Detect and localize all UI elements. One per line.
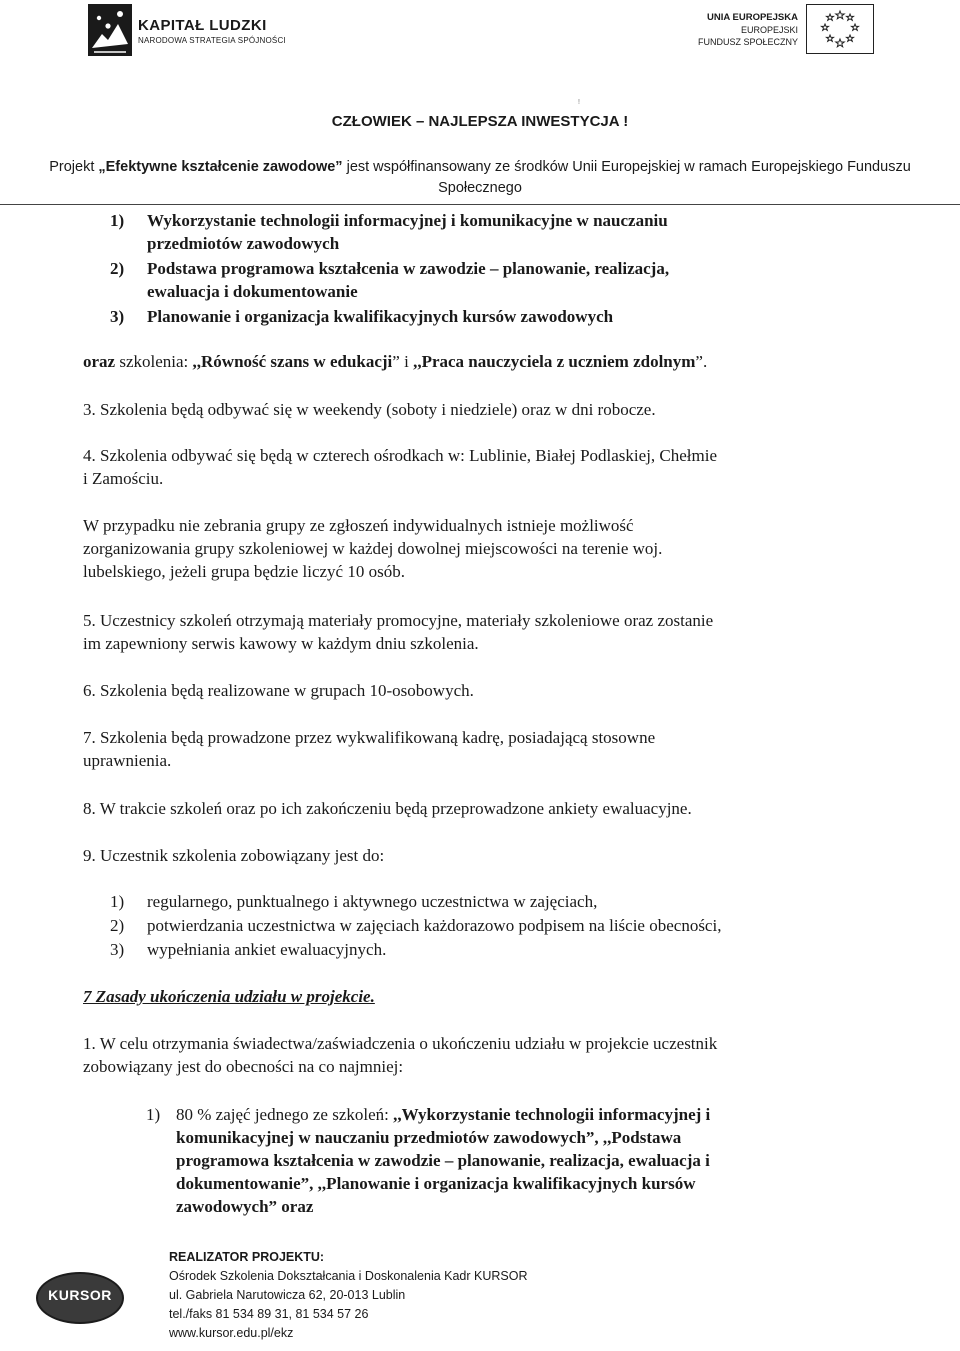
list-text: ewaluacja i dokumentowanie	[147, 282, 358, 301]
paragraph-line: 4. Szkolenia odbywać się będą w czterech ośrodkach w: Lublinie, Białej Podlaskiej, Chełmie	[83, 446, 718, 465]
list-number: 3)	[110, 940, 125, 959]
paragraph-9: 9. Uczestnik szkolenia zobowiązany jest do:	[83, 846, 385, 865]
list-text: przedmiotów zawodowych	[147, 234, 340, 253]
oraz-word: oraz	[83, 352, 116, 371]
list-text: Podstawa programowa kształcenia w zawodzie – planowanie, realizacja,	[147, 259, 670, 278]
header-divider	[0, 204, 960, 205]
paragraph-6: 6. Szkolenia będą realizowane w grupach 10-osobowych.	[83, 681, 474, 700]
list-number: 1)	[110, 211, 125, 230]
paragraph-line: 1. W celu otrzymania świadectwa/zaświadczenia o ukończeniu udziału w projekcie uczestnik	[83, 1034, 718, 1053]
kapital-ludzki-subtitle: NARODOWA STRATEGIA SPÓJNOŚCI	[138, 36, 286, 45]
project-rest: jest współfinansowany ze środków Unii Europejskiej w ramach Europejskiego Funduszu	[342, 159, 911, 175]
list-text: Planowanie i organizacja kwalifikacyjnych kursów zawodowych	[147, 307, 614, 326]
paragraph-line: i Zamościu.	[83, 469, 164, 488]
training-name-2: ,,Praca nauczyciela z uczniem zdolnym	[413, 352, 696, 371]
final-item-text: 80 % zajęć jednego ze szkoleń:	[176, 1105, 394, 1124]
paragraph-w	[83, 514, 855, 583]
project-name: „Efektywne kształcenie zawodowe”	[98, 159, 343, 175]
kapital-ludzki-emblem-icon	[88, 4, 132, 56]
footer-heading: REALIZATOR PROJEKTU:	[169, 1250, 325, 1264]
eu-flag-icon	[806, 4, 874, 54]
list-text: potwierdzania uczestnictwa w zajęciach każdorazowo podpisem na liście obecności,	[147, 916, 722, 935]
footer-contact	[169, 1248, 528, 1343]
final-item-line5: zawodowych” oraz	[176, 1197, 314, 1216]
list-number: 2)	[110, 259, 125, 278]
list-text: wypełniania ankiet ewaluacyjnych.	[147, 940, 387, 959]
list-text: regularnego, punktualnego i aktywnego uczestnictwa w zajęciach,	[147, 892, 598, 911]
project-prefix: Projekt	[49, 159, 99, 175]
kapital-ludzki-title: KAPITAŁ LUDZKI	[138, 17, 267, 34]
training-name-1: ,,Równość szans w edukacji	[192, 352, 393, 371]
paragraph-line: zorganizowania grupy szkoleniowej w każdej dowolnej miejscowości na terenie woj.	[83, 539, 663, 558]
project-line1	[20, 157, 940, 178]
project-line2: Społecznego	[438, 180, 522, 196]
oraz-line	[83, 350, 707, 373]
eu-label-line3: FUNDUSZ SPOŁECZNY	[697, 37, 798, 47]
oraz-text: ”.	[695, 352, 708, 371]
footer-organization: Ośrodek Szkolenia Dokształcania i Doskonalenia Kadr KURSOR	[169, 1269, 528, 1283]
paragraph-line: uprawnienia.	[83, 751, 172, 770]
paragraph-3: 3. Szkolenia będą odbywać się w weekendy (soboty i niedziele) oraz w dni robocze.	[83, 400, 656, 419]
final-item-line1	[176, 1103, 876, 1126]
list-number: 1)	[146, 1105, 161, 1124]
paragraph-7	[83, 726, 855, 772]
paragraph-line: 5. Uczestnicy szkoleń otrzymają materiały promocyjne, materiały szkoleniowe oraz zostanie	[83, 611, 714, 630]
final-item-bold: ,,Wykorzystanie technologii informacyjnej i	[393, 1105, 711, 1124]
section-paragraph-1	[83, 1032, 873, 1078]
list-number: 3)	[110, 307, 125, 326]
header-dot: !	[578, 99, 580, 106]
kursor-logo-text: KURSOR	[48, 1287, 112, 1303]
paragraph-line: lubelskiego, jeżeli grupa będzie liczyć 10 osób.	[83, 562, 405, 581]
paragraph-5	[83, 609, 873, 655]
project-statement	[20, 157, 940, 199]
slogan: CZŁOWIEK – NAJLEPSZA INWESTYCJA !	[331, 113, 629, 130]
eu-label-line1: UNIA EUROPEJSKA	[707, 12, 798, 23]
oraz-text: szkolenia:	[115, 352, 193, 371]
footer-address: ul. Gabriela Narutowicza 62, 20-013 Lublin	[169, 1288, 406, 1302]
paragraph-line: zobowiązany jest do obecności na co najmniej:	[83, 1057, 404, 1076]
eu-fund-label	[678, 12, 798, 48]
list-number: 1)	[110, 892, 125, 911]
kursor-logo	[36, 1272, 124, 1324]
eu-label-line2: EUROPEJSKI	[740, 25, 798, 35]
final-item-line2: komunikacyjnej w nauczaniu przedmiotów zawodowych”, ,,Podstawa	[176, 1128, 682, 1147]
paragraph-4	[83, 444, 873, 490]
final-item-line3: programowa kształcenia w zawodzie – planowanie, realizacja, ewaluacja i	[176, 1151, 710, 1170]
final-item-line4: dokumentowanie”, ,,Planowanie i organizacja kwalifikacyjnych kursów	[176, 1174, 696, 1193]
paragraph-line: im zapewniony serwis kawowy w każdym dniu szkolenia.	[83, 634, 479, 653]
footer-phone: tel./faks 81 534 89 31, 81 534 57 26	[169, 1307, 369, 1321]
paragraph-8: 8. W trakcie szkoleń oraz po ich zakończeniu będą przeprowadzone ankiety ewaluacyjne.	[83, 799, 692, 818]
footer-website: www.kursor.edu.pl/ekz	[169, 1326, 294, 1340]
kapital-ludzki-logo	[88, 4, 298, 56]
list-number: 2)	[110, 916, 125, 935]
oraz-text: ” i	[392, 352, 414, 371]
list-text: Wykorzystanie technologii informacyjnej i komunikacyjne w nauczaniu	[147, 211, 668, 230]
paragraph-line: W przypadku nie zebrania grupy ze zgłoszeń indywidualnych istnieje możliwość	[83, 516, 634, 535]
section-heading: 7 Zasady ukończenia udziału w projekcie.	[83, 987, 375, 1006]
paragraph-line: 7. Szkolenia będą prowadzone przez wykwalifikowaną kadrę, posiadającą stosowne	[83, 728, 656, 747]
